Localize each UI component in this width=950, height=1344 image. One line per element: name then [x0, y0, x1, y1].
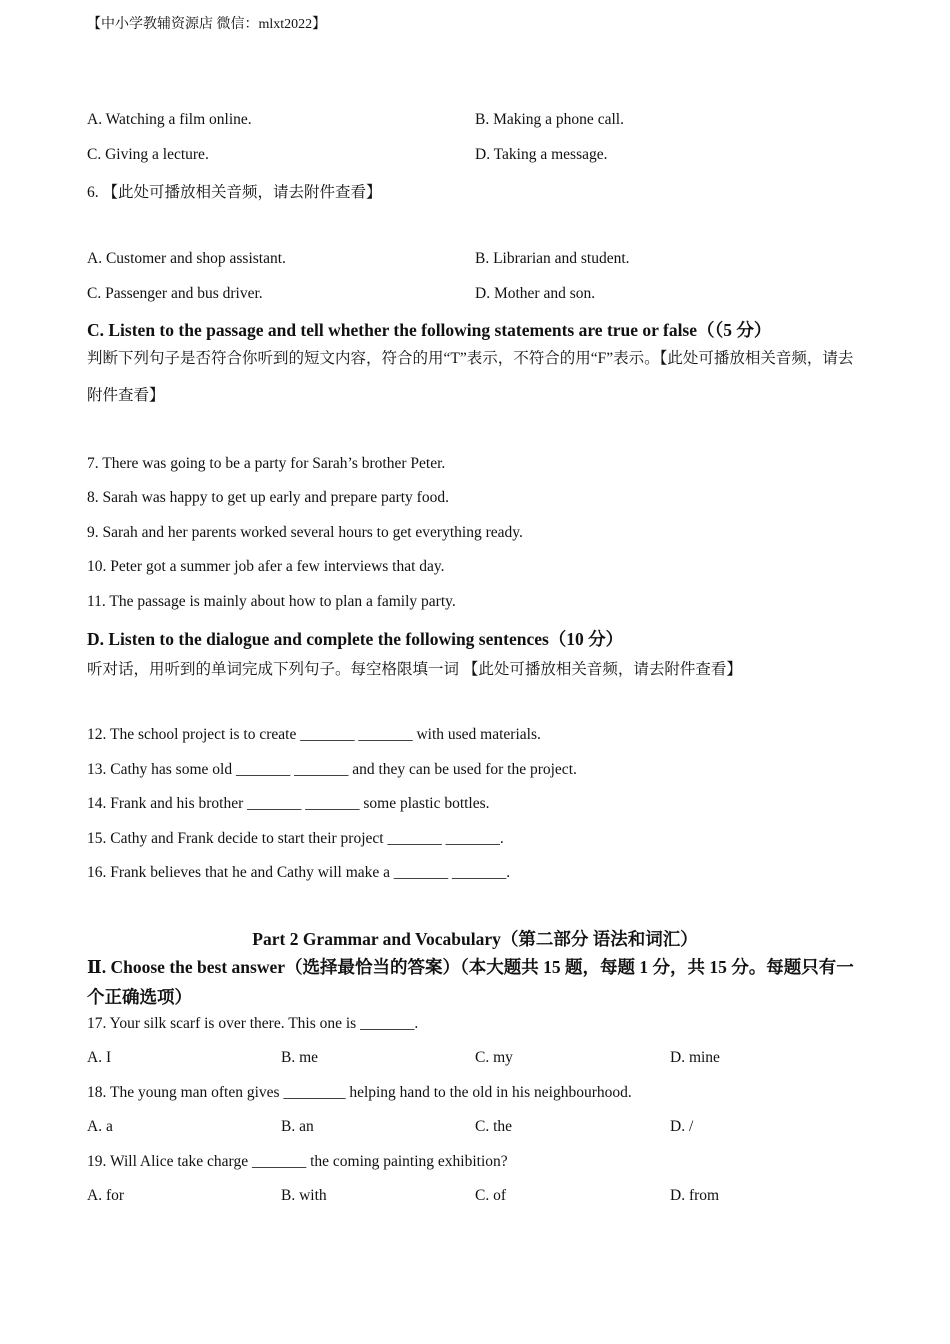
- section-c-item-9: 9. Sarah and her parents worked several hours to get everything ready.: [87, 524, 523, 541]
- section-c-item-7: 7. There was going to be a party for Sarah’s brother Peter.: [87, 455, 446, 472]
- q18-option-a: A. a: [87, 1118, 113, 1135]
- section-c-heading: C. Listen to the passage and tell whether the following statements are true or false（（5 分）: [87, 320, 772, 340]
- section-d-item-12: 12. The school project is to create _______ _______ with used materials.: [87, 726, 541, 743]
- section-d-item-16: 16. Frank believes that he and Cathy will make a _______ _______.: [87, 864, 511, 881]
- q19-option-a: A. for: [87, 1187, 125, 1204]
- q6-option-a: A. Customer and shop assistant.: [87, 250, 286, 267]
- part2-title: Part 2 Grammar and Vocabulary（第二部分 语法和词汇）: [252, 929, 698, 949]
- q17-stem: 17. Your silk scarf is over there. This one is _______.: [87, 1015, 419, 1032]
- section-d-heading: D. Listen to the dialogue and complete the following sentences（10 分）: [87, 629, 624, 649]
- section-c-item-8: 8. Sarah was happy to get up early and prepare party food.: [87, 489, 449, 506]
- q19-option-c: C. of: [475, 1187, 506, 1204]
- q6-option-d: D. Mother and son.: [475, 285, 596, 302]
- q6-option-b: B. Librarian and student.: [475, 250, 630, 267]
- q17-option-a: A. I: [87, 1049, 112, 1066]
- q17-option-d: D. mine: [670, 1049, 720, 1066]
- section-ii-heading: Ⅱ. Choose the best answer（选择最恰当的答案）（本大题共 15 题，每题 1 分，共 15 分。每题只有一个正确选项）: [87, 957, 854, 1007]
- q5-option-c: C. Giving a lecture.: [87, 146, 209, 163]
- q6-option-c: C. Passenger and bus driver.: [87, 285, 263, 302]
- q18-stem: 18. The young man often gives ________ helping hand to the old in his neighbourhood.: [87, 1084, 632, 1101]
- q19-option-b: B. with: [281, 1187, 327, 1204]
- section-d-item-15: 15. Cathy and Frank decide to start their project _______ _______.: [87, 830, 504, 847]
- q19-option-d: D. from: [670, 1187, 720, 1204]
- section-c-item-11: 11. The passage is mainly about how to plan a family party.: [87, 593, 456, 610]
- q17-option-c: C. my: [475, 1049, 513, 1066]
- section-d-instruction: 听对话，用听到的单词完成下列句子。每空格限填一词 【此处可播放相关音频，请去附件查看】: [87, 661, 742, 678]
- q18-option-b: B. an: [281, 1118, 314, 1135]
- q5-option-a: A. Watching a film online.: [87, 111, 252, 128]
- section-d-item-14: 14. Frank and his brother _______ _______ some plastic bottles.: [87, 795, 490, 812]
- q6-stem: 6. 【此处可播放相关音频，请去附件查看】: [87, 184, 382, 201]
- page-header: 【中小学教辅资源店 微信：mlxt2022】: [87, 17, 327, 32]
- q18-option-d: D. /: [670, 1118, 694, 1135]
- section-c-item-10: 10. Peter got a summer job afer a few interviews that day.: [87, 558, 445, 575]
- section-c-instruction: 判断下列句子是否符合你听到的短文内容，符合的用“T”表示，不符合的用“F”表示。【此处可播放相关音频，请去附件查看】: [87, 350, 854, 404]
- q17-option-b: B. me: [281, 1049, 319, 1066]
- q18-option-c: C. the: [475, 1118, 513, 1135]
- q5-option-d: D. Taking a message.: [475, 146, 608, 163]
- section-d-item-13: 13. Cathy has some old _______ _______ and they can be used for the project.: [87, 761, 577, 778]
- q5-option-b: B. Making a phone call.: [475, 111, 624, 128]
- q19-stem: 19. Will Alice take charge _______ the coming painting exhibition?: [87, 1153, 508, 1170]
